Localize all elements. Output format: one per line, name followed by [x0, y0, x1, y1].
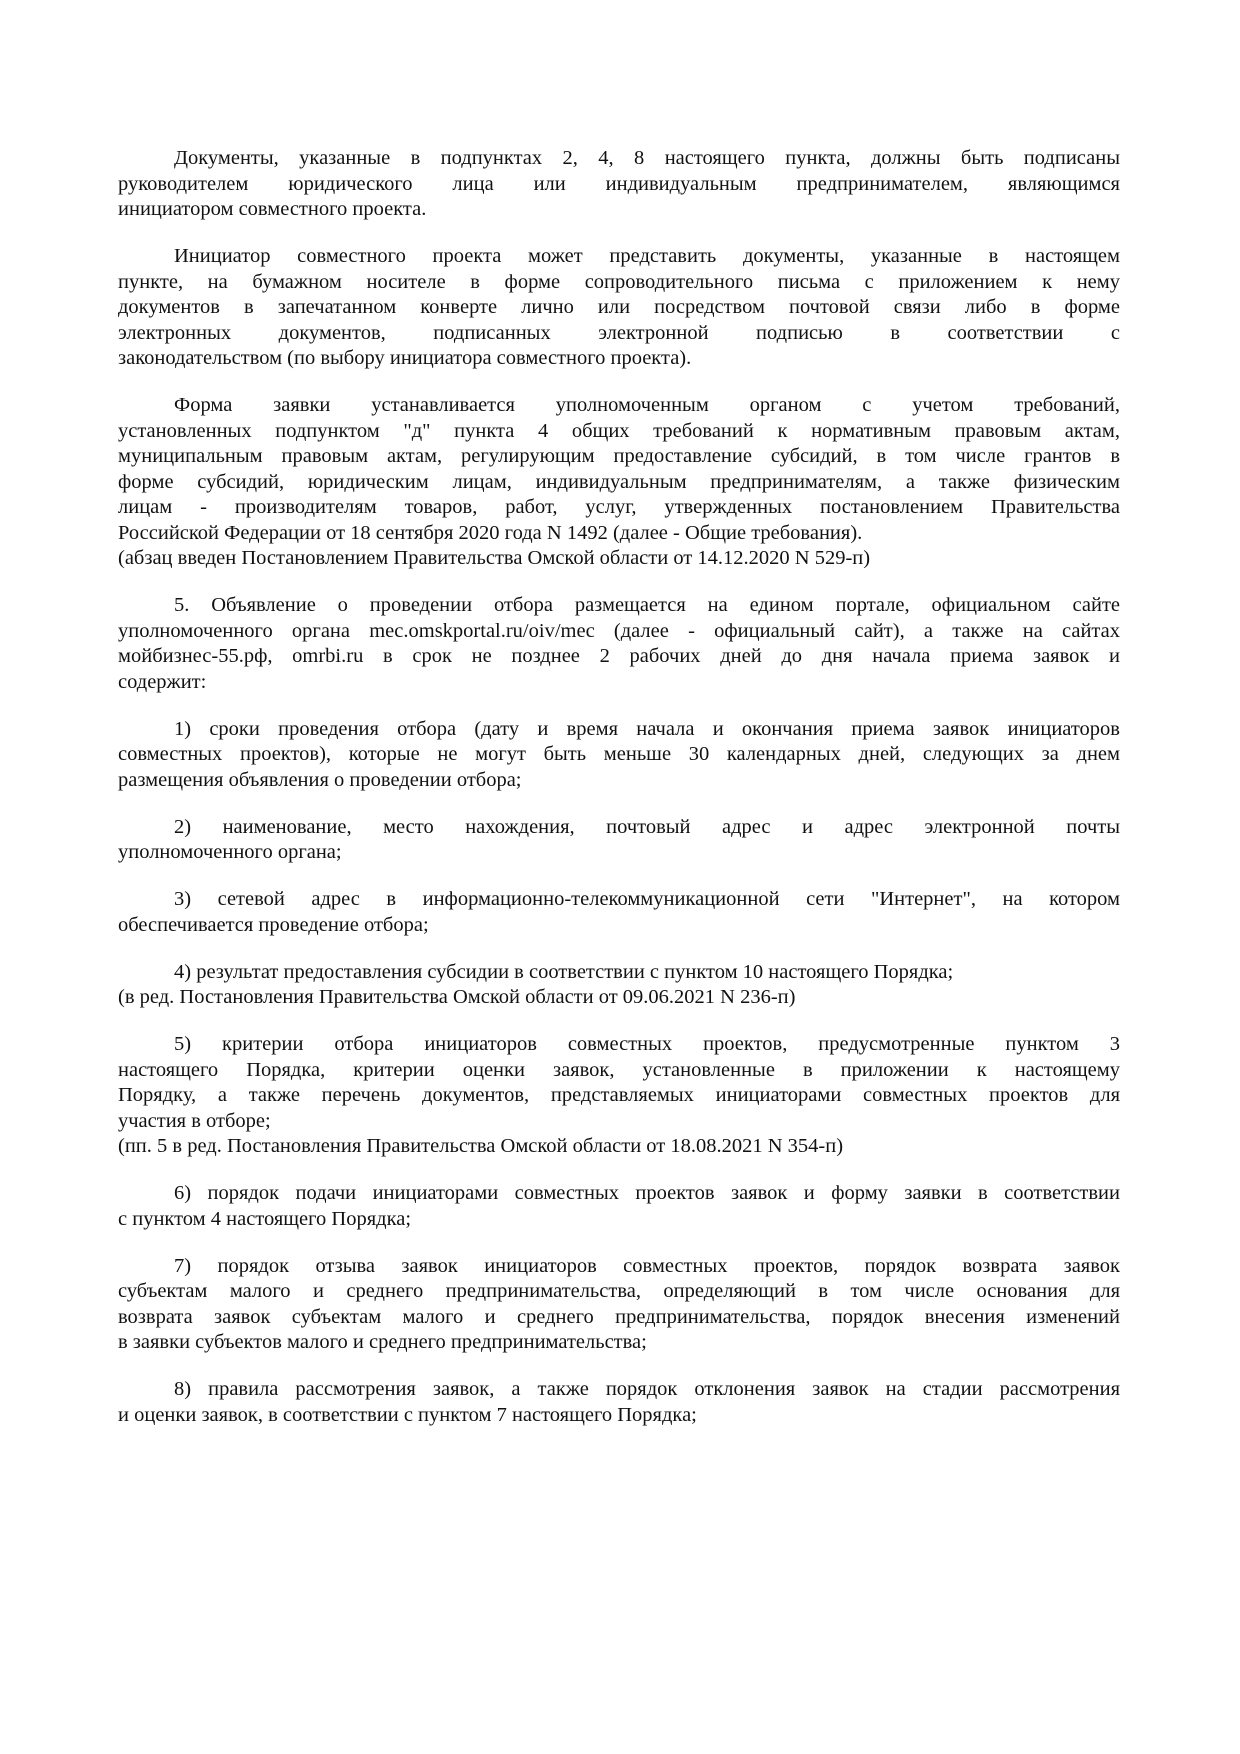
paragraph-line: размещения объявления о проведении отбора; [118, 768, 522, 791]
paragraph-line: электронных документов, подписанных электронной подписью в соответствии с [118, 321, 1120, 344]
paragraph [118, 244, 1120, 372]
amendment-note: (пп. 5 в ред. Постановления Правительства Омской области от 18.08.2021 N 354-п) [118, 1135, 844, 1157]
paragraph [118, 1377, 1120, 1428]
paragraph-line: форме субсидий, юридическим лицам, индивидуальным предпринимателям, а также физическим [118, 470, 1120, 493]
paragraph-line: 1) сроки проведения отбора (дату и время начала и окончания приема заявок инициаторов [174, 717, 1120, 740]
paragraph [118, 960, 1120, 1011]
paragraph [118, 593, 1120, 695]
amendment-note: (абзац введен Постановлением Правительства Омской области от 14.12.2020 N 529-п) [118, 547, 871, 569]
paragraph-line: возврата заявок субъектам малого и среднего предпринимательства, порядок внесения изменений [118, 1305, 1120, 1328]
paragraph-line: Документы, указанные в подпунктах 2, 4, 8 настоящего пункта, должны быть подписаны [174, 147, 1120, 169]
paragraph-line: с пунктом 4 настоящего Порядка; [118, 1207, 412, 1230]
paragraph-line: законодательством (по выбору инициатора совместного проекта). [118, 347, 692, 369]
paragraph-line: лицам - производителям товаров, работ, услуг, утвержденных постановлением Правительства [118, 496, 1120, 518]
paragraph [118, 1254, 1120, 1356]
paragraph-line: инициатором совместного проекта. [118, 198, 427, 220]
paragraph-line: руководителем юридического лица или индивидуальным предпринимателем, являющимся [118, 172, 1120, 195]
paragraph-line: в заявки субъектов малого и среднего предпринимательства; [118, 1331, 647, 1353]
paragraph-line: Российской Федерации от 18 сентября 2020 года N 1492 (далее - Общие требования). [118, 521, 863, 544]
paragraph-line: и оценки заявок, в соответствии с пунктом 7 настоящего Порядка; [118, 1403, 697, 1426]
paragraph-line: пункте, на бумажном носителе в форме сопроводительного письма с приложением к нему [118, 270, 1120, 293]
paragraph [118, 1032, 1120, 1160]
document-page [118, 146, 1120, 1450]
paragraph-line: Порядку, а также перечень документов, представляемых инициаторами совместных проектов для [118, 1084, 1120, 1106]
paragraph-line: обеспечивается проведение отбора; [118, 913, 429, 936]
paragraph-line: 2) наименование, место нахождения, почтовый адрес и адрес электронной почты [174, 815, 1120, 838]
paragraph-line: 7) порядок отзыва заявок инициаторов совместных проектов, порядок возврата заявок [174, 1254, 1120, 1277]
paragraph-line: 5) критерии отбора инициаторов совместных проектов, предусмотренные пунктом 3 [174, 1033, 1120, 1055]
paragraph-line: 4) результат предоставления субсидии в соответствии с пунктом 10 настоящего Порядка; [174, 960, 954, 983]
paragraph-line: уполномоченного органа mec.omskportal.ru/oiv/mec (далее - официальный сайт), а также на сайтах [118, 619, 1120, 642]
paragraph-line: установленных подпунктом "д" пункта 4 общих требований к нормативным правовым актам, [118, 419, 1120, 442]
paragraph-line: 6) порядок подачи инициаторами совместных проектов заявок и форму заявки в соответствии [174, 1182, 1120, 1204]
paragraph-line: 8) правила рассмотрения заявок, а также порядок отклонения заявок на стадии рассмотрения [174, 1378, 1120, 1400]
paragraph [118, 393, 1120, 572]
paragraph-line: документов в запечатанном конверте лично или посредством почтовой связи либо в форме [118, 296, 1120, 318]
paragraph-line: Форма заявки устанавливается уполномоченным органом с учетом требований, [174, 394, 1120, 416]
paragraph-line: совместных проектов), которые не могут быть меньше 30 календарных дней, следующих за днем [118, 743, 1120, 765]
paragraph-line: содержит: [118, 670, 207, 693]
paragraph [118, 887, 1120, 938]
paragraph-line: настоящего Порядка, критерии оценки заявок, установленные в приложении к настоящему [118, 1058, 1120, 1081]
amendment-note: (в ред. Постановления Правительства Омской области от 09.06.2021 N 236-п) [118, 986, 796, 1008]
paragraph [118, 146, 1120, 223]
paragraph-line: субъектам малого и среднего предпринимательства, определяющий в том числе основания для [118, 1280, 1120, 1302]
paragraph-line: участия в отборе; [118, 1109, 271, 1132]
paragraph-line: мойбизнес-55.рф, omrbi.ru в срок не позднее 2 рабочих дней до дня начала приема заявок и [118, 645, 1120, 667]
paragraph-line: Инициатор совместного проекта может представить документы, указанные в настоящем [174, 245, 1120, 267]
paragraph [118, 1181, 1120, 1232]
paragraph-line: 3) сетевой адрес в информационно-телекоммуникационной сети "Интернет", на котором [174, 888, 1120, 910]
paragraph [118, 717, 1120, 794]
paragraph-line: уполномоченного органа; [118, 841, 342, 863]
paragraph-line: муниципальным правовым актам, регулирующим предоставление субсидий, в том числе грантов в [118, 445, 1120, 467]
paragraph [118, 815, 1120, 866]
paragraph-line: 5. Объявление о проведении отбора размещается на едином портале, официальном сайте [174, 594, 1120, 616]
